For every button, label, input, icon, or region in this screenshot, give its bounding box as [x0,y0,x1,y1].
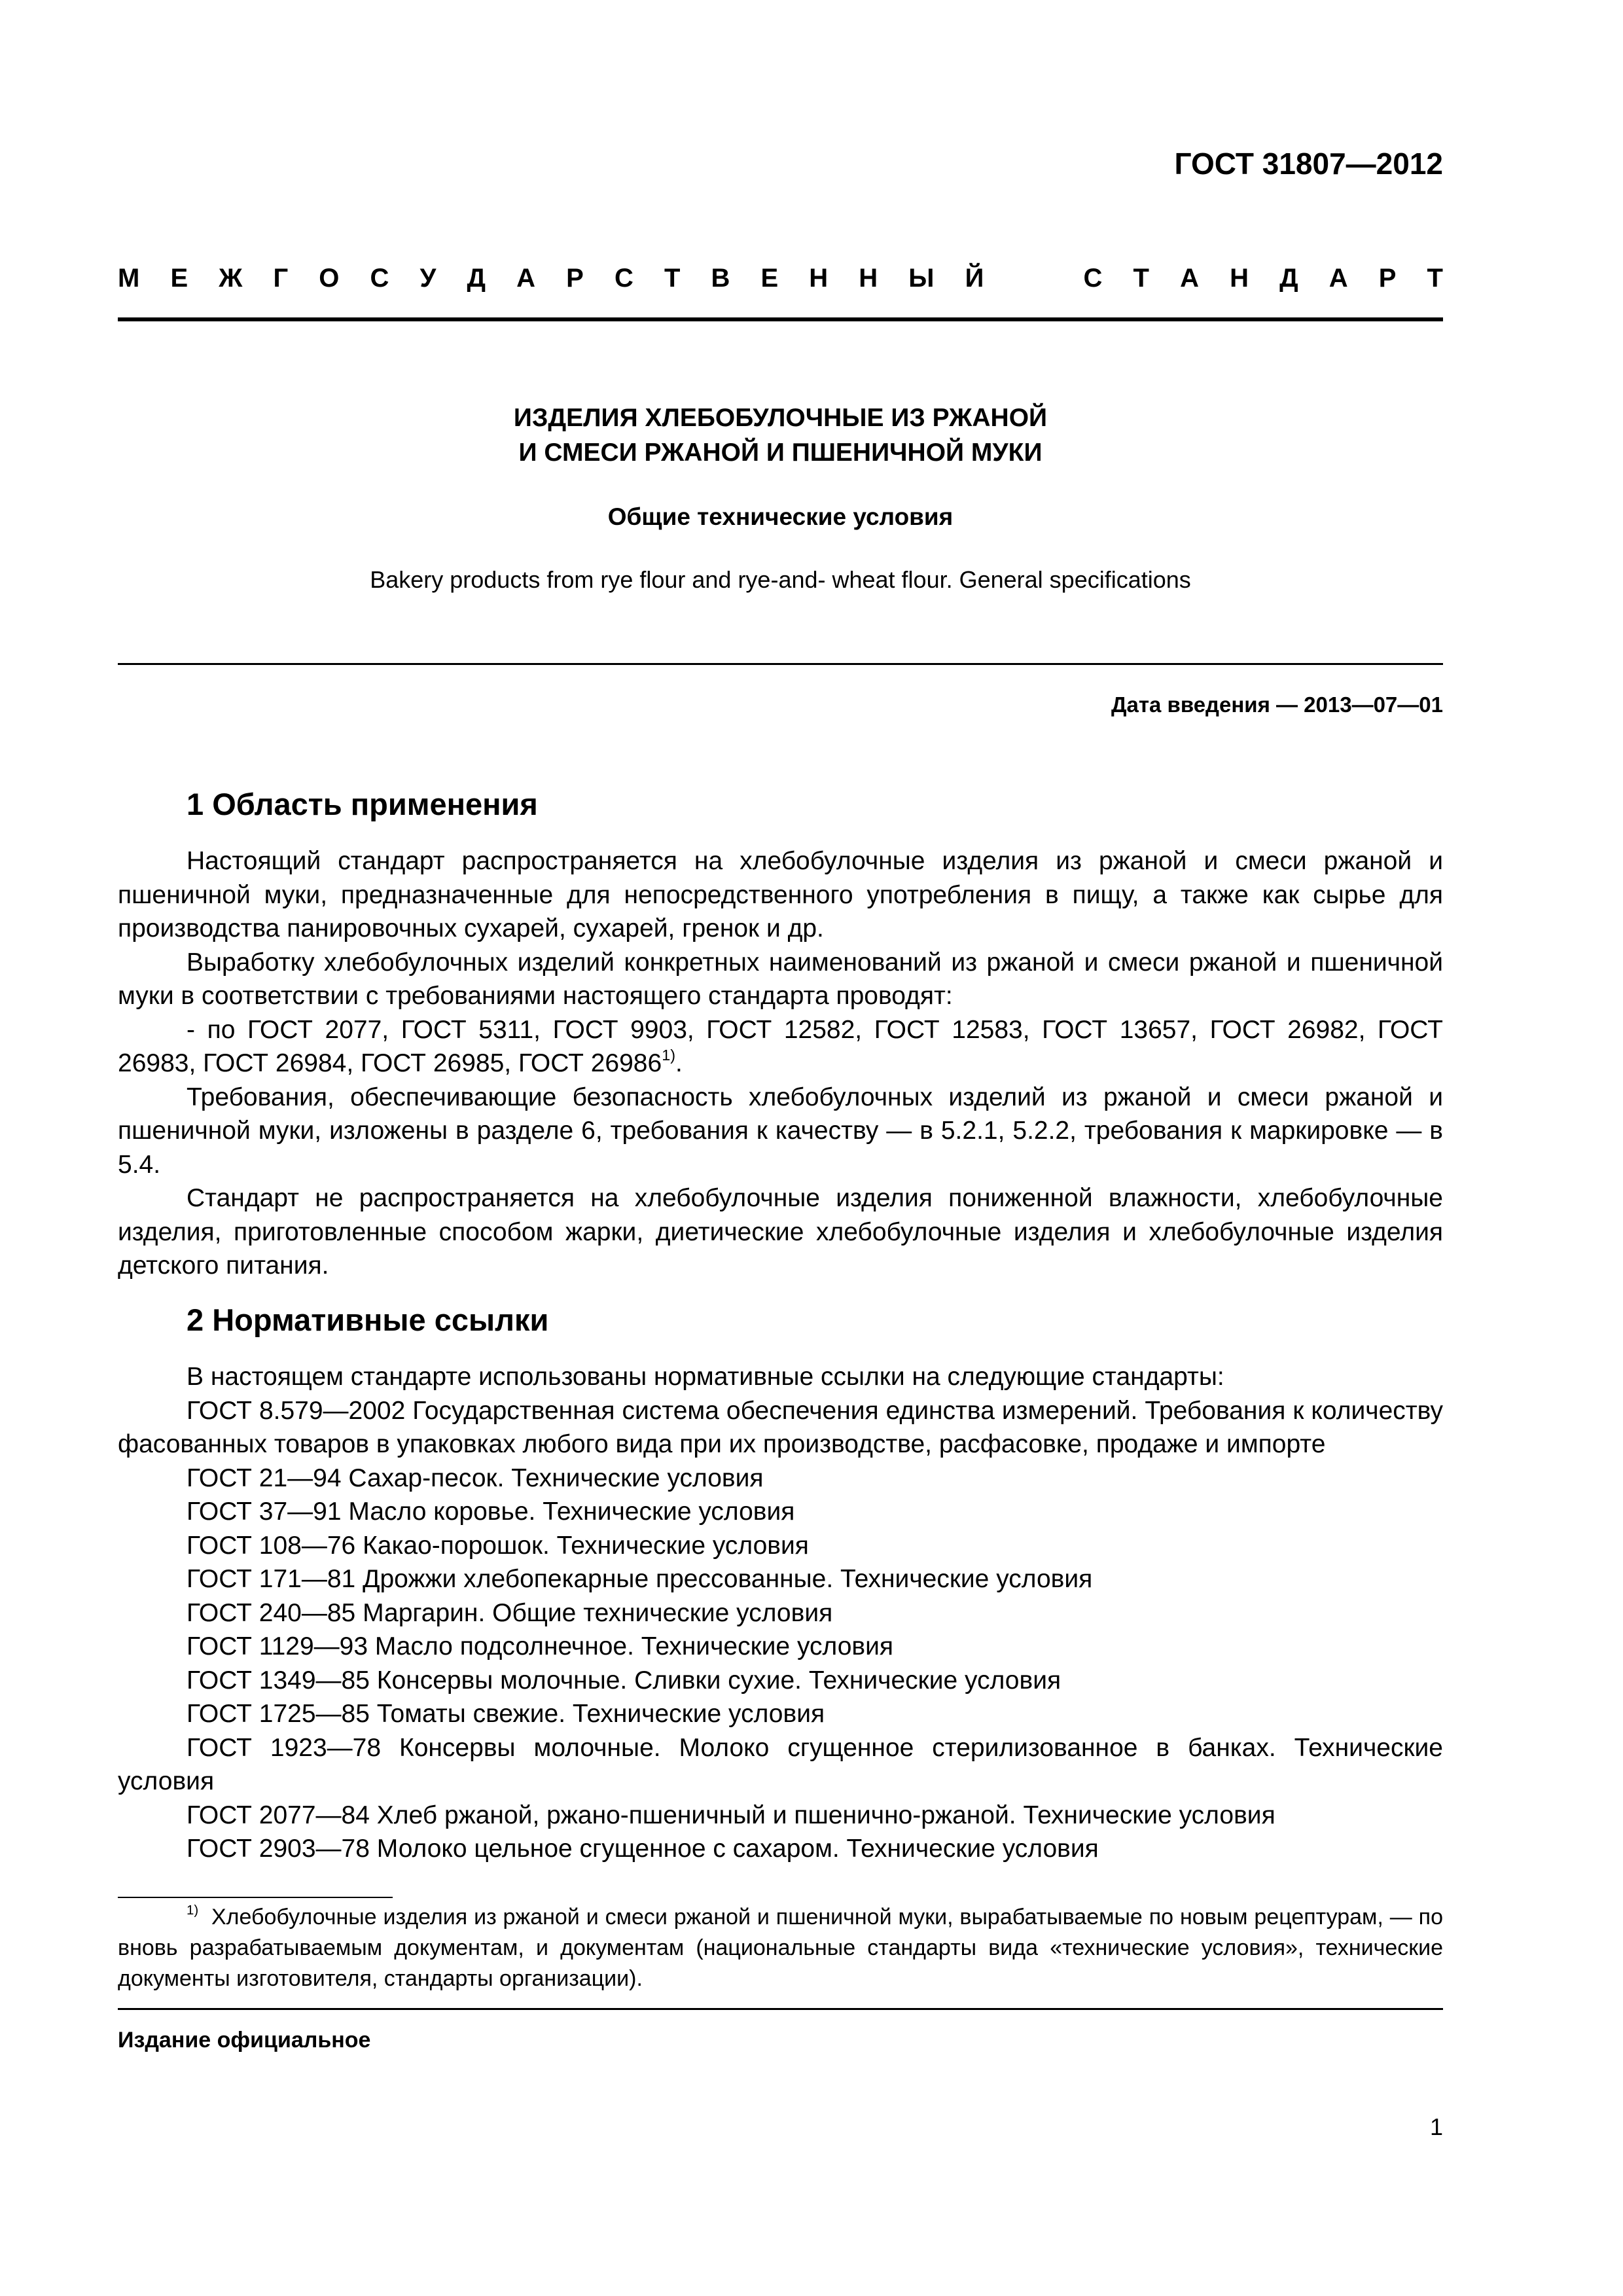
section-1-body [118,844,1443,1283]
introduction-date: Дата введения — 2013—07—01 [1111,692,1443,717]
banner-letter: У [419,263,437,293]
page-number: 1 [1429,2113,1443,2140]
banner-letter: Н [859,263,878,293]
section-1-paragraph: Стандарт не распространяется на хлебобулочные изделия пониженной влажности, хлебобулочные изделия, приготовленные способом жарки, диетические хлебобулочные изделия и хлебобулочные изделия детского питания. [118,1184,1443,1280]
banner-letter: А [1180,263,1199,293]
banner-letter: Ы [908,263,935,293]
section-2-heading: 2 Нормативные ссылки [187,1302,549,1337]
footnote-text: Хлебобулочные изделия из ржаной и смеси ржаной и пшеничной муки, вырабатываемые по новым рецептурам, — по вновь разрабатываемым документам, и документам (национальные стандарты вида «технические условия», технические документы изготовителя, стандарты организации). [118,1905,1443,1991]
banner-letter: А [516,263,536,293]
banner-letter: Р [566,263,584,293]
banner-letter: Д [467,263,486,293]
banner-letter: Е [170,263,188,293]
official-edition-label: Издание официальное [118,2028,371,2053]
subtitle: Общие технические условия [607,503,954,530]
banner-letter: Е [760,263,779,293]
banner-letter: Г [273,263,289,293]
section-1-heading: 1 Область применения [187,787,538,821]
normative-reference: ГОСТ 108—76 Какао-порошок. Технические условия [187,1531,809,1560]
section-1-paragraph [118,1013,1443,1081]
banner-letter: Т [1133,263,1149,293]
banner-letter: В [711,263,730,293]
normative-reference: ГОСТ 171—81 Дрожжи хлебопекарные прессованные. Технические условия [187,1565,1093,1593]
normative-reference: ГОСТ 1349—85 Консервы молочные. Сливки сухие. Технические условия [187,1666,1061,1695]
banner-letter: Ж [219,263,243,293]
gost-list-text: - по ГОСТ 2077, ГОСТ 5311, ГОСТ 9903, ГОСТ 12582, ГОСТ 12583, ГОСТ 13657, ГОСТ 26982, ГОСТ 26983, ГОСТ 26984, ГОСТ 26985, ГОСТ 26986 [118,1015,1443,1077]
normative-reference: ГОСТ 8.579—2002 Государственная система обеспечения единства измерений. Требования к количеству фасованных товаров в упаковках любого вида при их производстве, расфасовке, продаже и импорте [118,1396,1443,1458]
footnote-reference: 1) [662,1046,675,1064]
footnote-divider [118,1897,393,1898]
banner-letter: С [614,263,633,293]
banner-letter: О [319,263,340,293]
normative-reference: ГОСТ 2077—84 Хлеб ржаной, ржано-пшеничный и пшенично-ржаной. Технические условия [187,1801,1275,1829]
banner-letter: С [1083,263,1103,293]
normative-reference: ГОСТ 21—94 Сахар-песок. Технические условия [187,1463,764,1492]
banner-letter: Р [1378,263,1397,293]
footnote-mark: 1) [187,1903,199,1918]
banner-letter: Д [1279,263,1298,293]
banner-letter: С [370,263,389,293]
normative-reference: ГОСТ 240—85 Маргарин. Общие технические условия [187,1598,833,1627]
footer-divider [118,2008,1443,2010]
title-divider [118,663,1443,665]
banner-letter: А [1329,263,1348,293]
section-1-paragraph: Настоящий стандарт распространяется на хлебобулочные изделия из ржаной и смеси ржаной и пшеничной муки, предназначенные для непосредственного употребления в пищу, а также как сырье для производства панировочных сухарей, сухарей, гренок и др. [118,847,1443,942]
normative-reference: ГОСТ 1923—78 Консервы молочные. Молоко сгущенное стерилизованное в банках. Технические условия [118,1733,1443,1795]
section-2-body [118,1360,1443,1866]
footnote [118,1902,1443,1994]
header-divider [118,317,1443,321]
section-2-intro: В настоящем стандарте использованы нормативные ссылки на следующие стандарты: [187,1363,1224,1391]
title-line-2: И СМЕСИ РЖАНОЙ И ПШЕНИЧНОЙ МУКИ [518,439,1043,467]
title-line-1: ИЗДЕЛИЯ ХЛЕБОБУЛОЧНЫЕ ИЗ РЖАНОЙ [513,404,1048,432]
banner-letter: Т [1427,263,1443,293]
section-1-paragraph: Требования, обеспечивающие безопасность хлебобулочных изделий из ржаной и смеси ржаной и пшеничной муки, изложены в разделе 6, требования к качеству — в 5.2.1, 5.2.2, требования к маркировке — в 5.4. [118,1083,1443,1179]
interstate-standard-banner [118,259,1443,298]
banner-letter: Н [809,263,829,293]
banner-letter: М [118,263,140,293]
document-code: ГОСТ 31807—2012 [1174,147,1443,181]
section-1-paragraph: Выработку хлебобулочных изделий конкретных наименований из ржаной и смеси ржаной и пшеничной муки в соответствии с требованиями настоящего стандарта проводят: [118,948,1443,1010]
sentence-end: . [675,1049,683,1077]
banner-letter: Й [965,263,984,293]
english-title: Bakery products from rye flour and rye-and- wheat flour. General specifications [370,566,1191,593]
normative-references-list [118,1394,1443,1866]
normative-reference: ГОСТ 1725—85 Томаты свежие. Технические условия [187,1700,825,1728]
banner-letter: Т [664,263,681,293]
normative-reference: ГОСТ 2903—78 Молоко цельное сгущенное с сахаром. Технические условия [187,1835,1099,1863]
normative-reference: ГОСТ 1129—93 Масло подсолнечное. Технические условия [187,1632,894,1660]
normative-reference: ГОСТ 37—91 Масло коровье. Технические условия [187,1498,795,1526]
banner-letter: Н [1230,263,1249,293]
